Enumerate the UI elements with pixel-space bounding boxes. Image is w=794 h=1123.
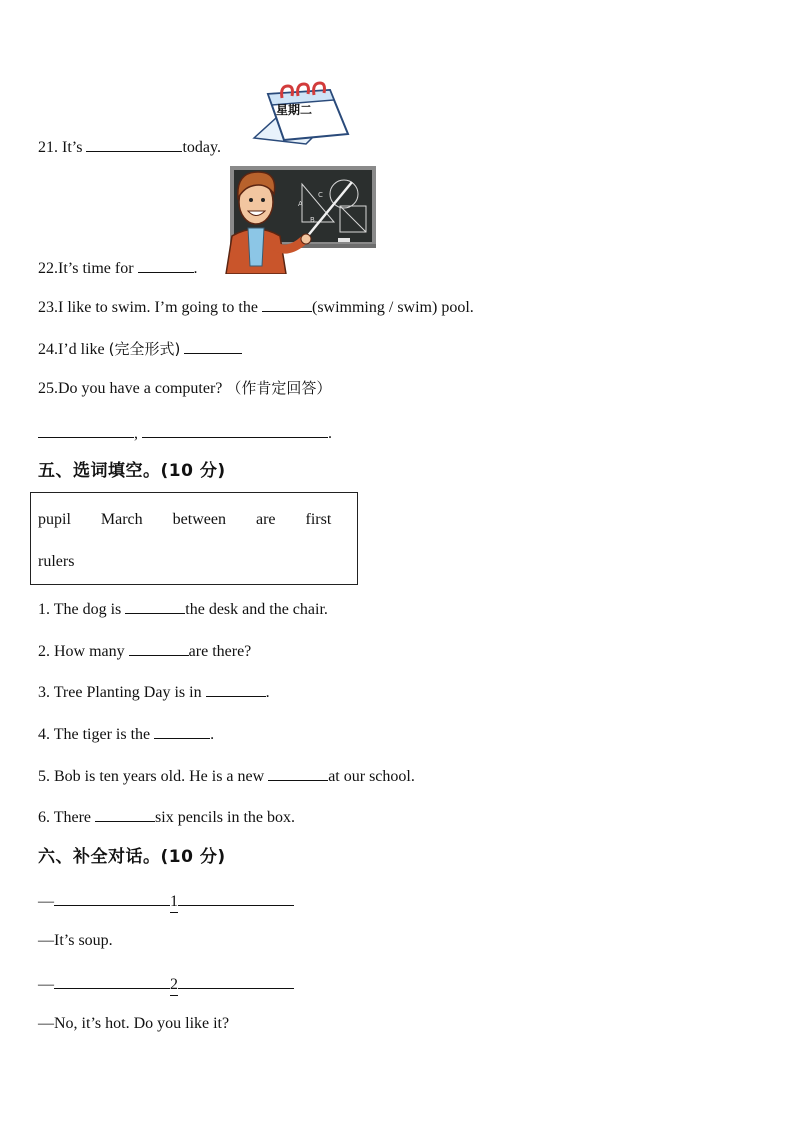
word-bank-item: March [100, 511, 143, 528]
dialogue-blank-1-left[interactable] [54, 890, 170, 906]
dialogue-blank-3-left[interactable] [54, 973, 170, 989]
dialogue-blank-1-right[interactable] [178, 890, 294, 906]
dialogue-line-2: —It’s soup. [38, 932, 113, 949]
question-22: 22.It’s time for . [38, 257, 198, 279]
question-24: 24.I’d like (完全形式) [38, 338, 242, 360]
dialogue-line-1: — 1 [38, 890, 294, 913]
answer-blank-24[interactable] [184, 338, 242, 354]
answer-blank-s5-1[interactable] [125, 598, 185, 614]
word-bank [30, 492, 358, 585]
answer-blank-s5-5[interactable] [268, 765, 328, 781]
answer-blank-22[interactable] [138, 257, 194, 273]
blackboard-label-c: C [318, 191, 323, 199]
question-23: 23.I like to swim. I’m going to the (swimming / swim) pool. [38, 296, 474, 318]
section-5-item-4: 4. The tiger is the . [38, 723, 214, 745]
blackboard-label-b: B [310, 216, 315, 224]
word-bank-row-1 [38, 510, 357, 530]
dialogue-line-3: — 2 [38, 973, 294, 996]
answer-blank-s5-2[interactable] [129, 640, 189, 656]
question-25: 25.Do you have a computer? （作肯定回答） [38, 379, 332, 397]
answer-blank-25a[interactable] [38, 422, 134, 438]
section-5-item-1: 1. The dog is the desk and the chair. [38, 598, 328, 620]
question-25-hint: （作肯定回答） [226, 379, 332, 397]
word-bank-item: first [305, 511, 332, 528]
section-5-item-3: 3. Tree Planting Day is in . [38, 681, 270, 703]
dialogue-blank-3-right[interactable] [178, 973, 294, 989]
calendar-text: 星期二 [276, 103, 313, 117]
section-6-title: 六、补全对话。(10 分) [38, 847, 226, 867]
word-bank-item: rulers [38, 553, 75, 570]
word-bank-item: are [255, 511, 276, 528]
word-bank-item: pupil [38, 511, 71, 528]
dialogue-blank-1-number: 1 [170, 892, 178, 913]
answer-blank-s5-6[interactable] [95, 806, 155, 822]
answer-blank-25b[interactable] [142, 422, 328, 438]
question-21: 21. It’s today. [38, 136, 221, 158]
answer-blank-23[interactable] [262, 296, 312, 312]
calendar-illustration [246, 78, 356, 146]
word-bank-item: between [172, 511, 226, 528]
dialogue-line-4: —No, it’s hot. Do you like it? [38, 1015, 230, 1032]
word-bank-row-2 [38, 552, 100, 572]
section-5-item-2: 2. How many are there? [38, 640, 251, 662]
dialogue-blank-3-number: 2 [170, 975, 178, 996]
answer-blank-s5-4[interactable] [154, 723, 210, 739]
teacher-blackboard-illustration [222, 164, 380, 274]
answer-blank-s5-3[interactable] [206, 681, 266, 697]
blackboard-label-a: A [298, 200, 303, 208]
section-5-item-6: 6. There six pencils in the box. [38, 806, 295, 828]
question-25-answer-line: , . [38, 422, 332, 444]
answer-blank-21[interactable] [86, 136, 182, 152]
section-5-title: 五、选词填空。(10 分) [38, 461, 226, 481]
section-5-item-5: 5. Bob is ten years old. He is a new at our school. [38, 765, 415, 787]
question-24-hint: (完全形式) [108, 340, 181, 358]
